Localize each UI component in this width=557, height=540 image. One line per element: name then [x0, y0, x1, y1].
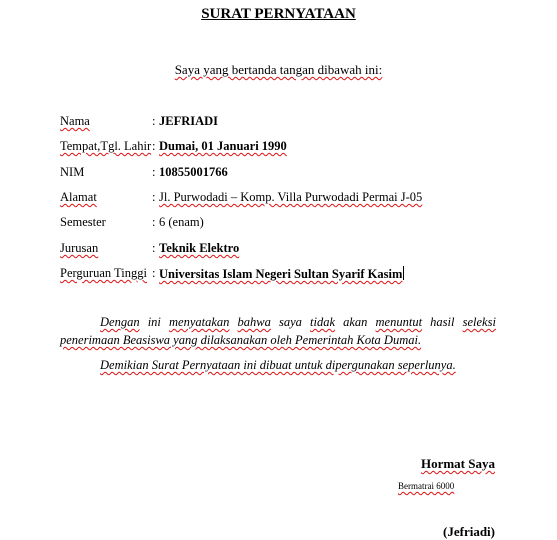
- text-cursor: [403, 266, 404, 280]
- closing-text: Hormat Saya: [420, 456, 495, 471]
- field-colon: :: [152, 215, 156, 229]
- stamp-note: Bermatrai 6000: [398, 481, 455, 491]
- field-colon: :: [152, 139, 156, 153]
- intro-text: Saya yang bertanda tangan dibawah ini:: [174, 62, 383, 77]
- paragraph-1-line-2: penerimaan Beasiswa yang dilaksanakan oleh Pemerintah Kota Dumai.: [60, 333, 422, 347]
- field-colon: :: [152, 165, 156, 179]
- field-value-perguruan-tinggi: Universitas Islam Negeri Sultan Syarif Kasim: [159, 267, 403, 281]
- field-label-semester: Semester: [60, 215, 106, 229]
- field-label-jurusan: Jurusan: [60, 241, 99, 255]
- field-colon: :: [152, 241, 156, 255]
- field-value-semester: 6 (enam): [159, 215, 204, 229]
- paragraph-1-line-1: Dengan ini menyatakan bahwa saya tidak akan menuntut hasil seleksi: [100, 315, 496, 329]
- field-value-nama: JEFRIADI: [159, 114, 219, 128]
- paragraph-2: Demikian Surat Pernyataan ini dibuat untuk dipergunakan seperlunya.: [100, 358, 456, 372]
- signer-name: (Jefriadi): [443, 524, 495, 539]
- field-label-nama: Nama: [60, 114, 90, 128]
- field-value-jurusan: Teknik Elektro: [159, 241, 240, 255]
- field-value-nim: 10855001766: [159, 165, 228, 179]
- field-label-alamat: Alamat: [60, 190, 97, 204]
- field-label-tempat-tgl-lahir: Tempat,Tgl. Lahir: [60, 139, 152, 153]
- field-value-tempat-tgl-lahir: Dumai, 01 Januari 1990: [159, 139, 287, 153]
- field-label-nim: NIM: [60, 165, 85, 179]
- field-colon: :: [152, 266, 156, 280]
- field-colon: :: [152, 114, 156, 128]
- field-colon: :: [152, 190, 156, 204]
- field-label-perguruan-tinggi: Perguruan Tinggi: [60, 266, 147, 280]
- document-title: SURAT PERNYATAAN: [201, 6, 356, 22]
- field-value-alamat: Jl. Purwodadi – Komp. Villa Purwodadi Permai J-05: [159, 190, 423, 204]
